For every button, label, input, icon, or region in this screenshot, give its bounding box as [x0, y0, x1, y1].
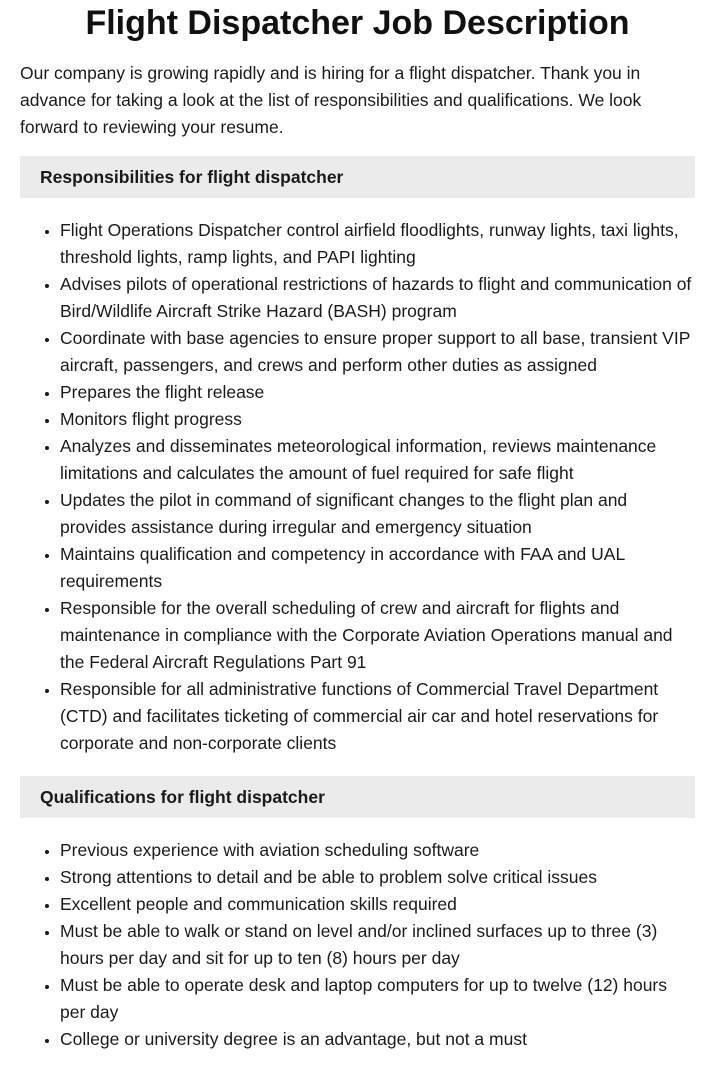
qualifications-list [20, 837, 696, 1053]
list-item: • Flight Operations Dispatcher control airfield floodlights, runway lights, taxi lights, threshold lights, ramp lights, and PAPI lighting [60, 217, 696, 271]
list-item: • Monitors flight progress [60, 406, 696, 433]
responsibilities-heading: Responsibilities for flight dispatcher [20, 156, 695, 198]
list-item: • Prepares the flight release [60, 379, 696, 406]
list-item: • Previous experience with aviation scheduling software [60, 837, 696, 864]
list-item: • Responsible for all administrative functions of Commercial Travel Department (CTD) and facilitates ticketing of commercial air car and hotel reservations for corporate and non-corporate clients [60, 676, 696, 757]
list-item: • Excellent people and communication skills required [60, 891, 696, 918]
intro-paragraph: Our company is growing rapidly and is hiring for a flight dispatcher. Thank you in advance for taking a look at the list of responsibilities and qualifications. We look forward to reviewing your resume. [20, 63, 642, 137]
qualifications-heading: Qualifications for flight dispatcher [20, 776, 695, 818]
list-item: • Must be able to walk or stand on level and/or inclined surfaces up to three (3) hours per day and sit for up to ten (8) hours per day [60, 918, 696, 972]
list-item: • Updates the pilot in command of significant changes to the flight plan and provides assistance during irregular and emergency situation [60, 487, 696, 541]
responsibilities-list [20, 217, 696, 757]
list-item: • Responsible for the overall scheduling of crew and aircraft for flights and maintenance in compliance with the Corporate Aviation Operations manual and the Federal Aircraft Regulations Part 91 [60, 595, 696, 676]
list-item: • Maintains qualification and competency in accordance with FAA and UAL requirements [60, 541, 696, 595]
page-title: Flight Dispatcher Job Description [85, 4, 630, 42]
list-item: • Coordinate with base agencies to ensure proper support to all base, transient VIP aircraft, passengers, and crews and perform other duties as assigned [60, 325, 696, 379]
list-item: • Analyzes and disseminates meteorological information, reviews maintenance limitations and calculates the amount of fuel required for safe flight [60, 433, 696, 487]
list-item: • College or university degree is an advantage, but not a must [60, 1026, 696, 1053]
list-item: • Advises pilots of operational restrictions of hazards to flight and communication of Bird/Wildlife Aircraft Strike Hazard (BASH) program [60, 271, 696, 325]
list-item: • Strong attentions to detail and be able to problem solve critical issues [60, 864, 696, 891]
list-item: • Must be able to operate desk and laptop computers for up to twelve (12) hours per day [60, 972, 696, 1026]
